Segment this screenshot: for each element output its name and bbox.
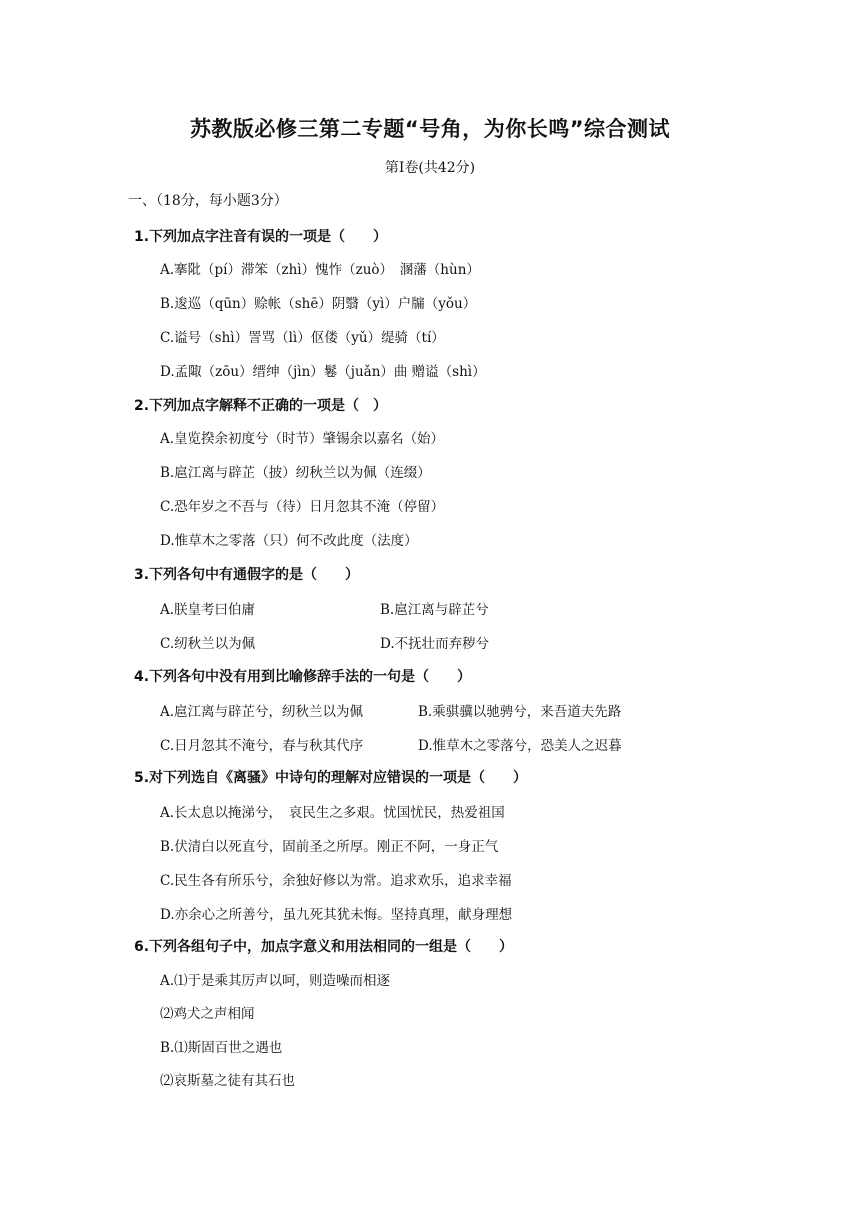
- question-4-option-d: D.惟草木之零落兮，恐美人之迟暮: [418, 738, 622, 754]
- question-2-option-b: B.扈江离与辟芷（披）纫秋兰以为佩（连缀）: [160, 465, 431, 481]
- question-6-option-b1: B.⑴斯固百世之遇也: [160, 1040, 283, 1056]
- question-1-stem: 1.下列加点字注音有误的一项是（ ）: [134, 229, 388, 245]
- question-2-stem: 2.下列加点字解释不正确的一项是（ ）: [134, 398, 388, 414]
- question-5-stem: 5.对下列选自《离骚》中诗句的理解对应错误的一项是（ ）: [134, 770, 528, 786]
- question-1-option-a: A.搴阰（pí）滞笨（zhì）愧怍（zuò） 溷藩（hùn）: [160, 262, 480, 278]
- page-subtitle: 第Ⅰ卷(共42分): [384, 160, 476, 176]
- page-title: 苏教版必修三第二专题“号角，为你长鸣”综合测试: [189, 117, 671, 141]
- question-3-option-c: C.纫秋兰以为佩: [160, 636, 256, 652]
- question-2-option-c: C.恐年岁之不吾与（待）日月忽其不淹（停留）: [160, 499, 445, 515]
- question-6-stem: 6.下列各组句子中，加点字意义和用法相同的一组是（ ）: [134, 939, 514, 955]
- question-2-option-a: A.皇览揆余初度兮（时节）肇锡余以嘉名（始）: [160, 431, 445, 447]
- question-3-stem: 3.下列各句中有通假字的是（ ）: [134, 567, 360, 583]
- question-5-option-d: D.亦余心之所善兮，虽九死其犹未悔。坚持真理，献身理想: [160, 907, 513, 923]
- question-6-option-a1: A.⑴于是乘其厉声以呵，则造噪而相逐: [160, 973, 391, 989]
- question-1-option-b: B.逡巡（qūn）赊帐（shē）阴翳（yì）户牖（yǒu）: [160, 296, 477, 312]
- question-4-option-b: B.乘骐骥以驰骋兮，来吾道夫先路: [418, 704, 622, 720]
- question-5-option-b: B.伏清白以死直兮，固前圣之所厚。刚正不阿，一身正气: [160, 839, 499, 855]
- question-4-option-a: A.扈江离与辟芷兮，纫秋兰以为佩: [160, 704, 364, 720]
- question-2-option-d: D.惟草木之零落（只）何不改此度（法度）: [160, 533, 418, 549]
- question-5-option-a: A.长太息以掩涕兮， 哀民生之多艰。忧国忧民，热爱祖国: [160, 805, 505, 821]
- question-3-option-a: A.朕皇考曰伯庸: [160, 602, 256, 618]
- question-6-option-a2: ⑵鸡犬之声相闻: [160, 1006, 255, 1022]
- question-3-option-b: B.扈江离与辟芷兮: [380, 602, 489, 618]
- question-1-option-d: D.孟陬（zōu）缙绅（jìn）鬈（juǎn）曲 赠谥（shì）: [160, 364, 486, 380]
- section-heading: 一、（18分，每小题3分）: [128, 193, 288, 209]
- question-5-option-c: C.民生各有所乐兮，余独好修以为常。追求欢乐，追求幸福: [160, 873, 512, 889]
- question-4-stem: 4.下列各句中没有用到比喻修辞手法的一句是（ ）: [134, 669, 472, 685]
- question-3-option-d: D.不抚壮而弃秽兮: [380, 636, 490, 652]
- question-1-option-c: C.谥号（shì）詈骂（lì）伛偻（yǔ）缇骑（tí）: [160, 330, 445, 346]
- question-6-option-b2: ⑵哀斯墓之徒有其石也: [160, 1073, 295, 1089]
- question-4-option-c: C.日月忽其不淹兮，春与秋其代序: [160, 738, 364, 754]
